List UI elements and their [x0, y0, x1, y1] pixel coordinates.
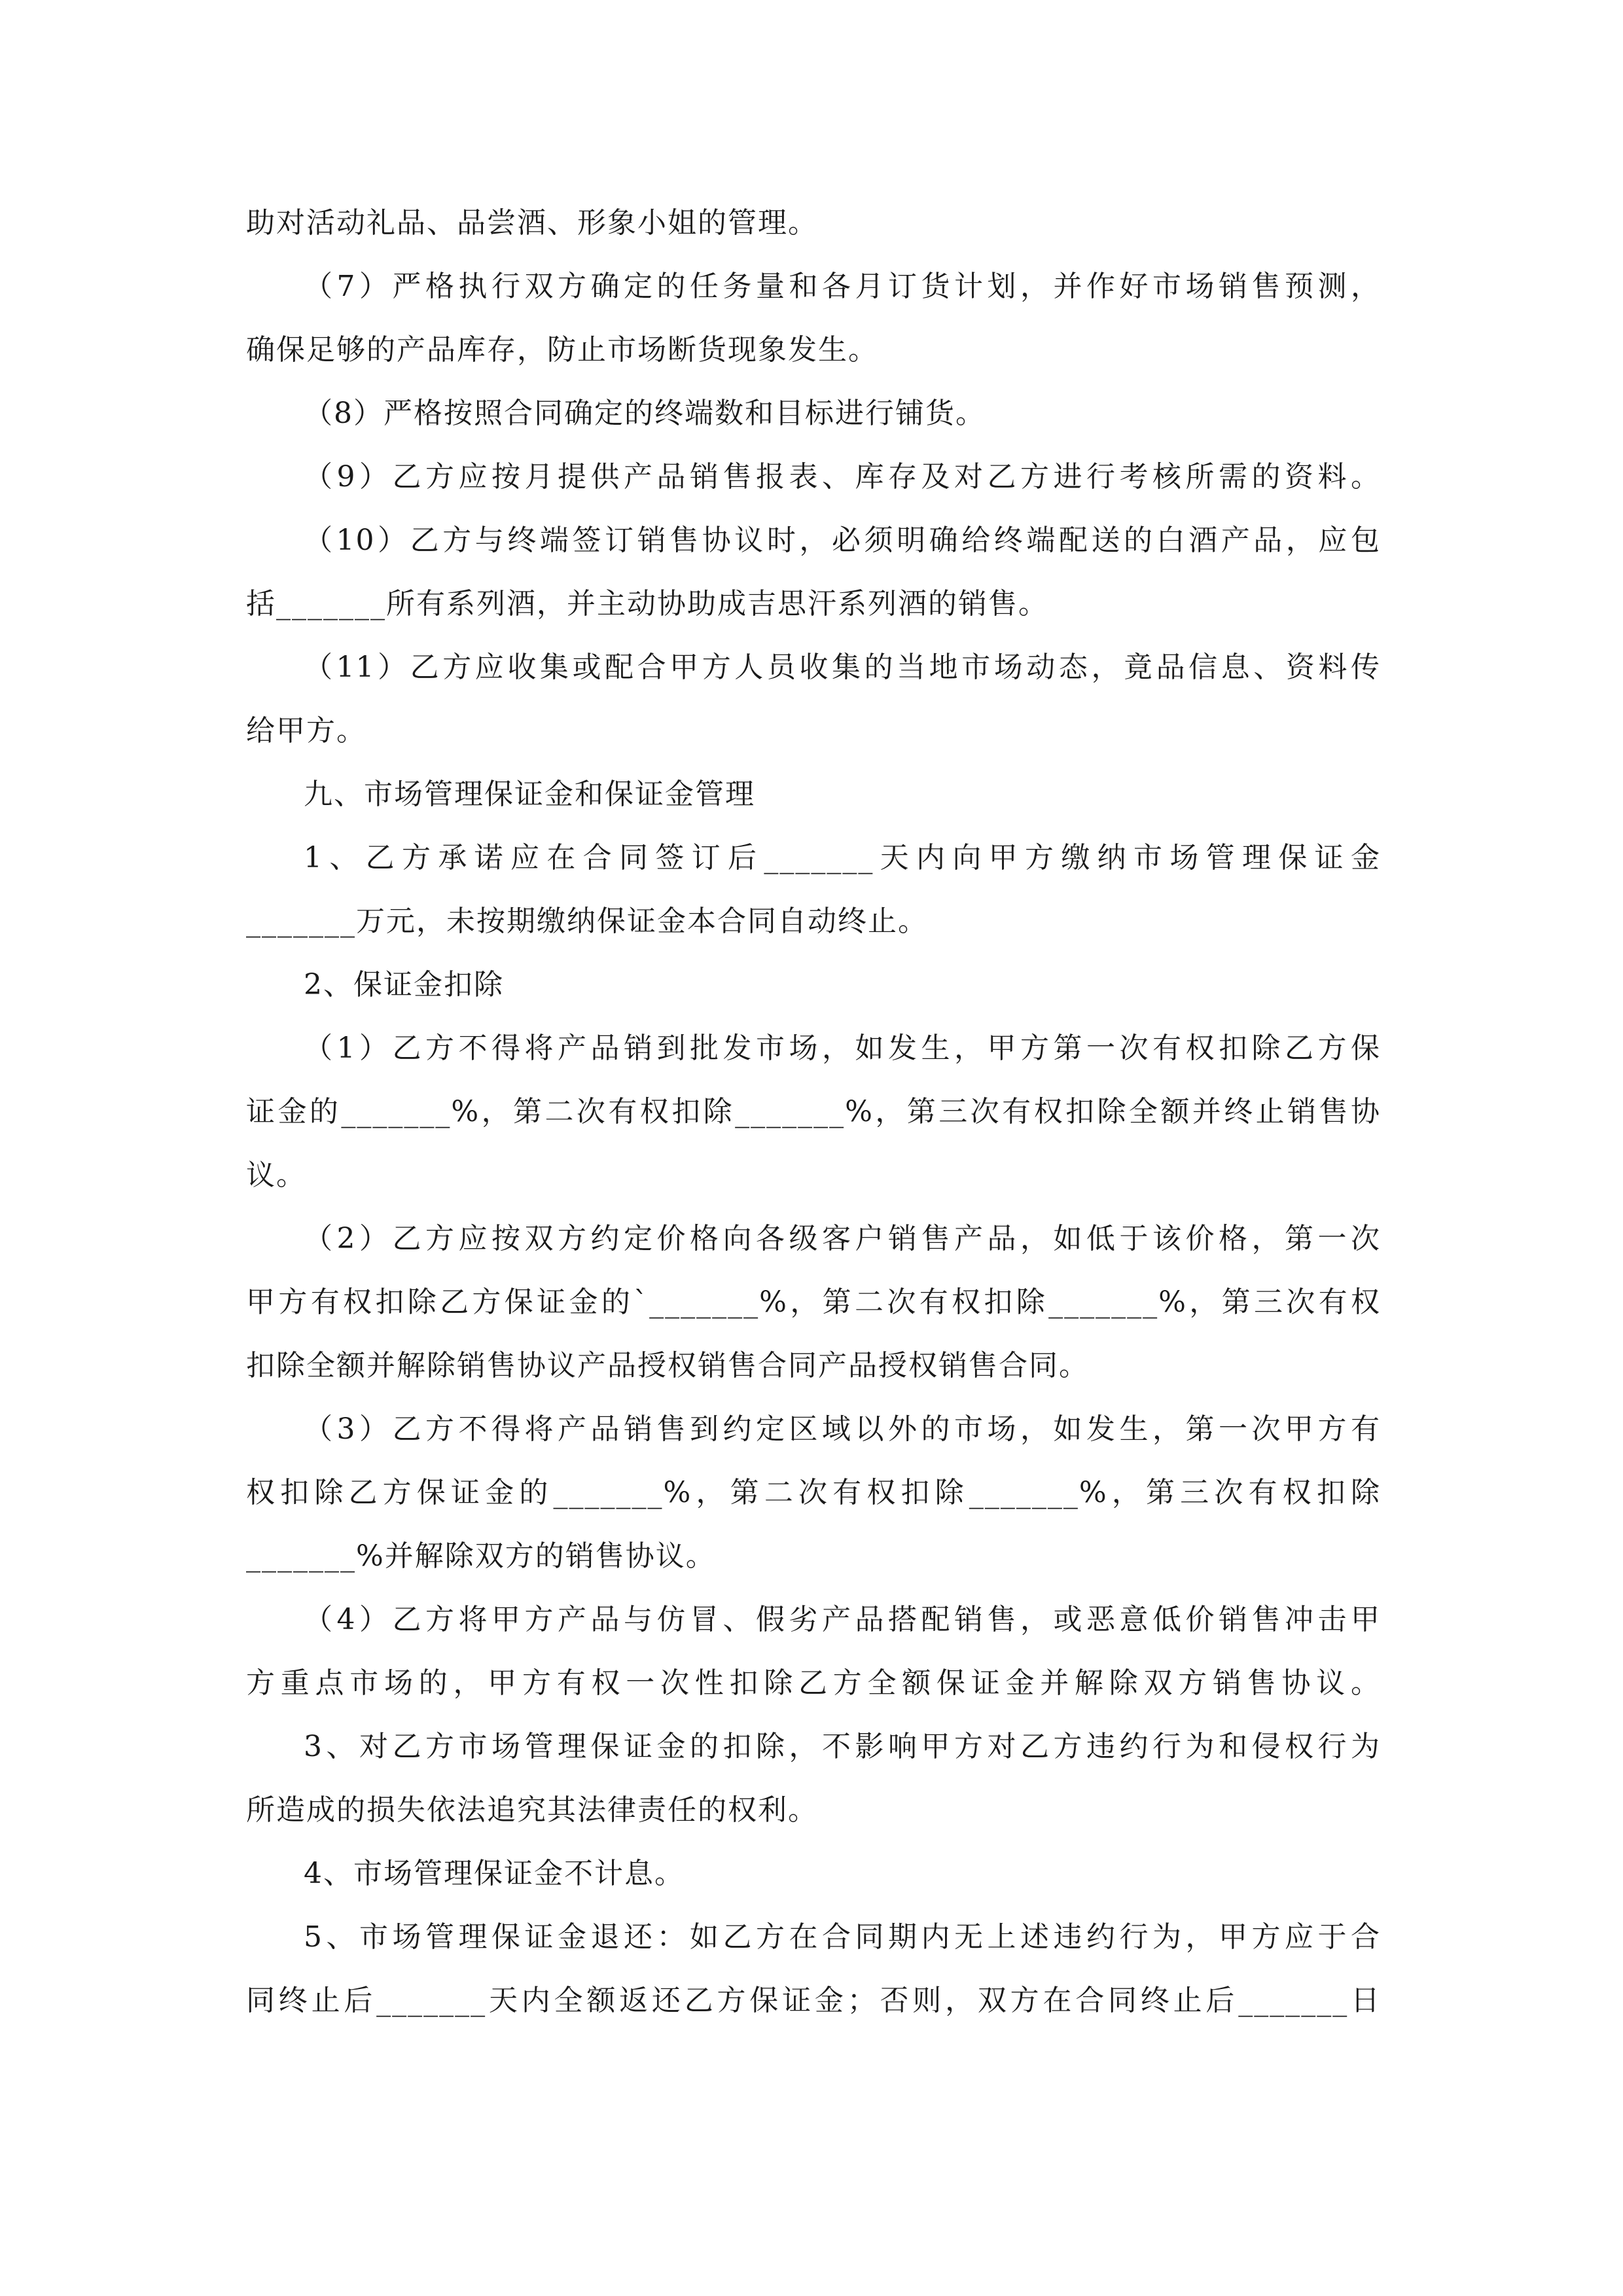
text-line: 确保足够的产品库存，防止市场断货现象发生。 [246, 333, 878, 367]
text-line: 证金的_______%，第二次有权扣除_______%，第三次有权扣除全额并终止销售协 [246, 1095, 1381, 1128]
text-line: 所造成的损失依法追究其法律责任的权利。 [246, 1793, 818, 1827]
text-line: 扣除全额并解除销售协议产品授权销售合同产品授权销售合同。 [246, 1349, 1089, 1382]
text-line: （1）乙方不得将产品销到批发市场，如发生，甲方第一次有权扣除乙方保 [304, 1031, 1381, 1065]
text-line: 4、市场管理保证金不计息。 [304, 1857, 685, 1890]
text-line: （10）乙方与终端签订销售协议时，必须明确给终端配送的白酒产品，应包 [304, 524, 1381, 557]
text-line: 3、对乙方市场管理保证金的扣除，不影响甲方对乙方违约行为和侵权行为 [304, 1730, 1381, 1763]
text-line: _______万元，未按期缴纳保证金本合同自动终止。 [246, 905, 928, 938]
text-line: 助对活动礼品、品尝酒、形象小姐的管理。 [246, 206, 818, 240]
text-line: 5、市场管理保证金退还：如乙方在合同期内无上述违约行为，甲方应于合 [304, 1920, 1381, 1954]
text-line: 甲方有权扣除乙方保证金的`_______%，第二次有权扣除_______%，第三次有权 [246, 1285, 1381, 1319]
subsection-heading: 2、保证金扣除 [304, 968, 504, 1001]
section-heading: 九、市场管理保证金和保证金管理 [304, 778, 755, 811]
text-line: （11）乙方应收集或配合甲方人员收集的当地市场动态，竟品信息、资料传 [304, 651, 1381, 684]
text-line: 括_______所有系列酒，并主动协助成吉思汗系列酒的销售。 [246, 587, 1048, 620]
text-line: 方重点市场的，甲方有权一次性扣除乙方全额保证金并解除双方销售协议。 [246, 1666, 1381, 1700]
text-line: （8）严格按照合同确定的终端数和目标进行铺货。 [304, 397, 986, 430]
text-line: （2）乙方应按双方约定价格向各级客户销售产品，如低于该价格，第一次 [304, 1222, 1381, 1255]
text-line: （3）乙方不得将产品销售到约定区域以外的市场，如发生，第一次甲方有 [304, 1412, 1381, 1446]
text-line: （9）乙方应按月提供产品销售报表、库存及对乙方进行考核所需的资料。 [304, 460, 1381, 493]
text-line: 1、乙方承诺应在合同签订后_______天内向甲方缴纳市场管理保证金 [304, 841, 1381, 874]
text-line: 同终止后_______天内全额返还乙方保证金；否则，双方在合同终止后_______日 [246, 1984, 1381, 2017]
contract-body-text [246, 191, 1381, 2032]
text-line: 权扣除乙方保证金的_______%，第二次有权扣除_______%，第三次有权扣除 [246, 1476, 1381, 1509]
text-line: （7）严格执行双方确定的任务量和各月订货计划，并作好市场销售预测， [304, 270, 1381, 303]
text-line: 给甲方。 [246, 714, 366, 747]
text-line: _______%并解除双方的销售协议。 [246, 1539, 716, 1573]
text-line: 议。 [246, 1158, 306, 1192]
text-line: （4）乙方将甲方产品与仿冒、假劣产品搭配销售，或恶意低价销售冲击甲 [304, 1603, 1381, 1636]
